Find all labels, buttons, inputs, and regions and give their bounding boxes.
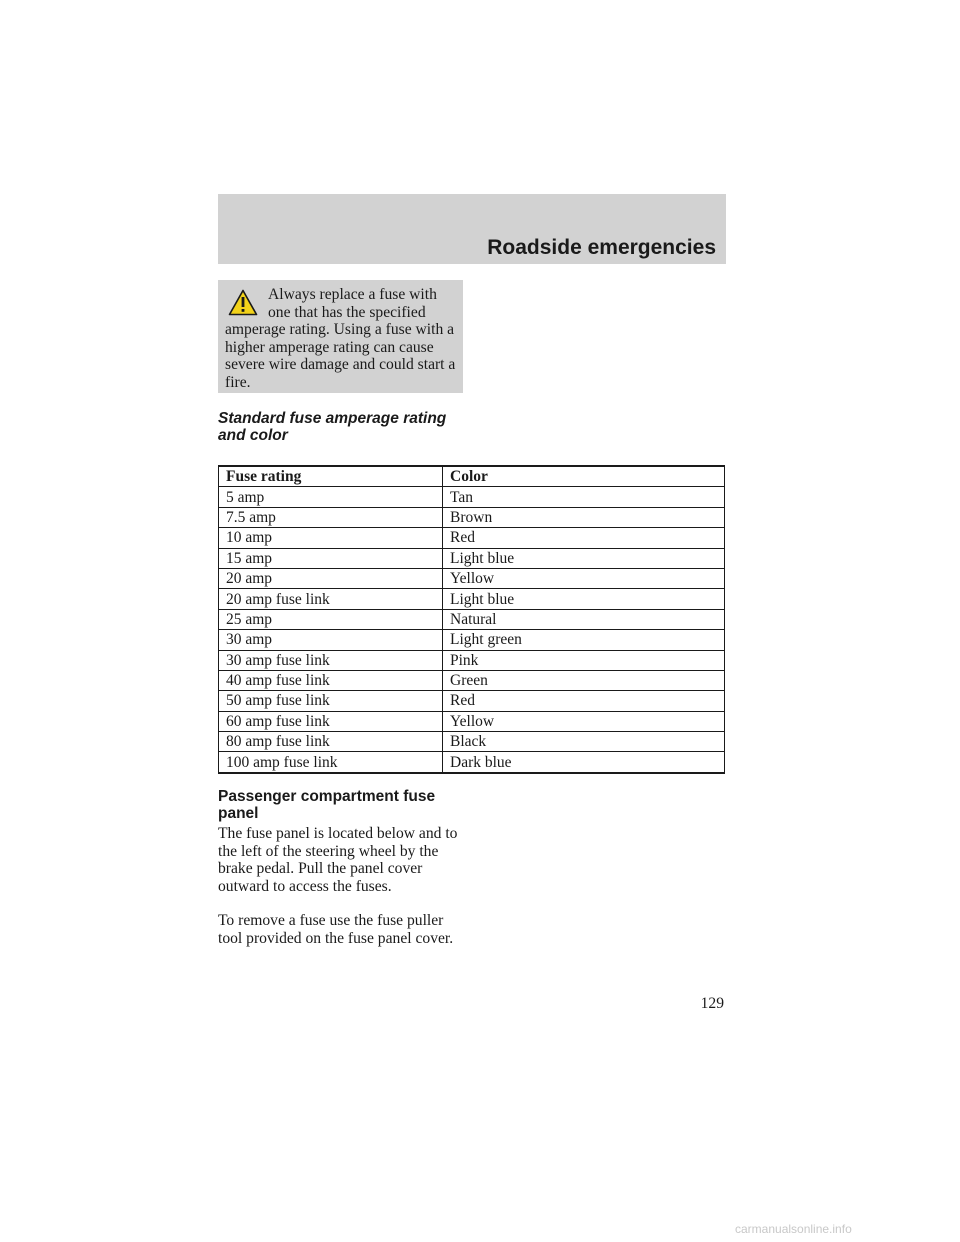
fuse-color-cell: Black — [443, 732, 725, 752]
table-row — [219, 589, 725, 609]
column-header-color: Color — [443, 466, 725, 487]
fuse-color-cell: Pink — [443, 650, 725, 670]
fuse-rating-cell: 7.5 amp — [219, 507, 443, 527]
fuse-color-cell: Brown — [443, 507, 725, 527]
warning-text — [225, 286, 459, 391]
table-row — [219, 568, 725, 588]
table-row — [219, 691, 725, 711]
table-row — [219, 650, 725, 670]
fuse-color-cell: Tan — [443, 487, 725, 507]
fuse-color-cell: Yellow — [443, 711, 725, 731]
page-section-title: Roadside emergencies — [487, 236, 716, 259]
warning-line-1: Always replace a fuse with — [268, 286, 437, 303]
fuse-color-cell: Red — [443, 691, 725, 711]
fuse-rating-cell: 25 amp — [219, 609, 443, 629]
table-row — [219, 752, 725, 773]
fuse-color-cell: Light blue — [443, 548, 725, 568]
table-row — [219, 548, 725, 568]
fuse-rating-cell: 5 amp — [219, 487, 443, 507]
fuse-color-cell: Red — [443, 528, 725, 548]
table-row — [219, 711, 725, 731]
fuse-removal-paragraph: To remove a fuse use the fuse puller tool provided on the fuse panel cover. — [218, 912, 454, 947]
fuse-color-cell: Dark blue — [443, 752, 725, 773]
watermark: carmanualsonline.info — [735, 1222, 852, 1236]
fuse-rating-cell: 20 amp fuse link — [219, 589, 443, 609]
standard-fuse-heading: Standard fuse amperage rating and color — [218, 410, 447, 444]
fuse-rating-cell: 10 amp — [219, 528, 443, 548]
warning-box — [218, 280, 463, 393]
fuse-rating-cell: 30 amp fuse link — [219, 650, 443, 670]
page-number: 129 — [700, 995, 724, 1012]
table-header-row — [219, 466, 725, 487]
fuse-rating-cell: 80 amp fuse link — [219, 732, 443, 752]
table-row — [219, 507, 725, 527]
fuse-rating-table — [218, 465, 725, 774]
fuse-rating-cell: 30 amp — [219, 630, 443, 650]
table-row — [219, 487, 725, 507]
fuse-color-cell: Green — [443, 670, 725, 690]
fuse-color-cell: Natural — [443, 609, 725, 629]
fuse-rating-cell: 40 amp fuse link — [219, 670, 443, 690]
fuse-color-cell: Light green — [443, 630, 725, 650]
fuse-color-cell: Light blue — [443, 589, 725, 609]
fuse-rating-cell: 50 amp fuse link — [219, 691, 443, 711]
table-row — [219, 630, 725, 650]
table-row — [219, 732, 725, 752]
table-row — [219, 670, 725, 690]
warning-rest: amperage rating. Using a fuse with a higher amperage rating can cause severe wire damage and could start a fire. — [225, 321, 456, 391]
fuse-rating-cell: 15 amp — [219, 548, 443, 568]
table-row — [219, 609, 725, 629]
fuse-rating-cell: 60 amp fuse link — [219, 711, 443, 731]
header-band — [218, 194, 726, 264]
fuse-rating-cell: 20 amp — [219, 568, 443, 588]
fuse-panel-location-paragraph: The fuse panel is located below and to the left of the steering wheel by the brake pedal. Pull the panel cover outward to access the fuses. — [218, 825, 458, 895]
fuse-color-cell: Yellow — [443, 568, 725, 588]
fuse-rating-cell: 100 amp fuse link — [219, 752, 443, 773]
table-row — [219, 528, 725, 548]
column-header-fuse-rating: Fuse rating — [219, 466, 443, 487]
warning-line-2: one that has the specified — [268, 303, 426, 321]
passenger-fuse-panel-heading: Passenger compartment fuse panel — [218, 788, 436, 822]
